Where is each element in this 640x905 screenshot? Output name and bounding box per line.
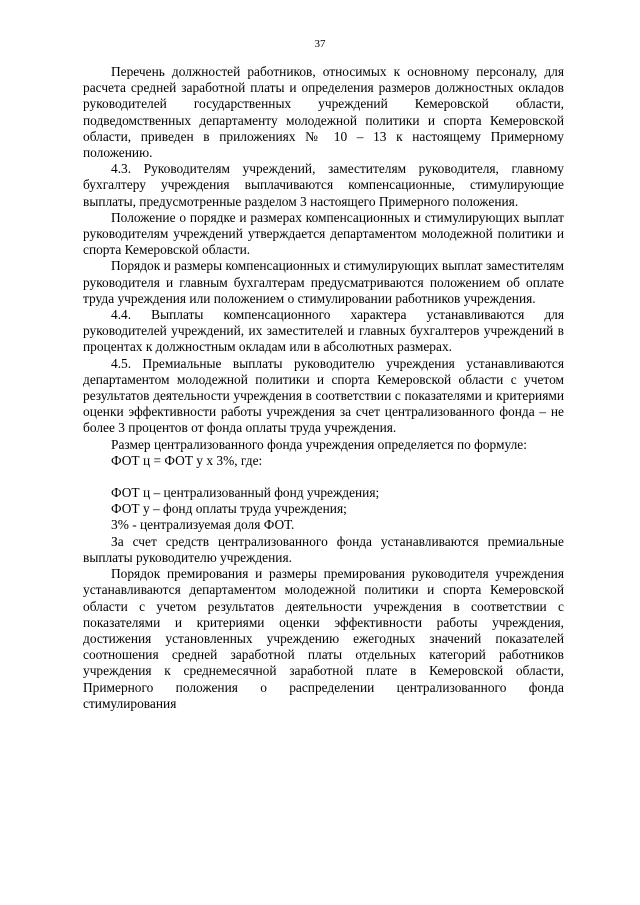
page-number: 37	[314, 38, 326, 50]
paragraph-bonus-source: За счет средств централизованного фонда устанавливаются премиальные выплаты руководителю учреждения.	[83, 533, 564, 565]
paragraph-fund-size: Размер централизованного фонда учреждения определяется по формуле:	[111, 436, 527, 452]
paragraph-deputies: Порядок и размеры компенсационных и стимулирующих выплат заместителям руководителя и главным бухгалтерам предусматриваются положением об оплате труда учреждения или положением о стимулировании работников учреждения.	[83, 258, 564, 306]
paragraph-4-3: 4.3. Руководителям учреждений, заместителям руководителя, главному бухгалтеру учреждения выплачиваются компенсационные, стимулирующие выплаты, предусмотренные разделом 3 настоящего Примерного положения.	[83, 161, 564, 209]
formula: ФОТ ц = ФОТ у х 3%, где:	[111, 452, 263, 468]
spacer	[83, 469, 564, 485]
definition-fot-c: ФОТ ц – централизованный фонд учреждения;	[111, 485, 380, 501]
paragraph-4-5: 4.5. Премиальные выплаты руководителю учреждения устанавливаются департаментом молодежной политики и спорта Кемеровской области с учетом результатов деятельности учреждения в соответствии с показателями и критериями оценки эффективности работы учреждения за счет централизованного фонда – не более 3 процентов от фонда оплаты труда учреждения.	[83, 355, 564, 436]
paragraph-positions-list: Перечень должностей работников, относимых к основному персоналу, для расчета средней заработной платы и определения размеров должностных окладов руководителей государственных учреждений Кемеровской области, подведомственных департаменту молодежной политики и спорта Кемеровской области, приведен в приложениях № 10 – 13 к настоящему Примерному положению.	[83, 64, 564, 161]
document-body	[83, 64, 564, 712]
definition-fot-u: ФОТ у – фонд оплаты труда учреждения;	[111, 501, 347, 517]
paragraph-4-4: 4.4. Выплаты компенсационного характера устанавливаются для руководителей учреждений, их заместителей и главных бухгалтеров учреждений в процентах к должностным окладам или в абсолютных размерах.	[83, 307, 564, 355]
paragraph-regulation: Положение о порядке и размерах компенсационных и стимулирующих выплат руководителям учреждений утверждается департаментом молодежной политики и спорта Кемеровской области.	[83, 209, 564, 258]
definition-share: 3% - централизуемая доля ФОТ.	[111, 517, 295, 533]
paragraph-bonus-procedure: Порядок премирования и размеры премирования руководителя учреждения устанавливаются департаментом молодежной политики и спорта Кемеровской области с учетом результатов деятельности учреждения в соответствии с показателями и критериями оценки эффективности работы учреждения, достижения установленных учреждению ежегодных значений показателей соотношения средней заработной платы отдельных категорий работников учреждения к среднемесячной заработной плате в Кемеровской области, Примерного положения о распределении централизованного фонда стимулирования	[83, 566, 564, 711]
